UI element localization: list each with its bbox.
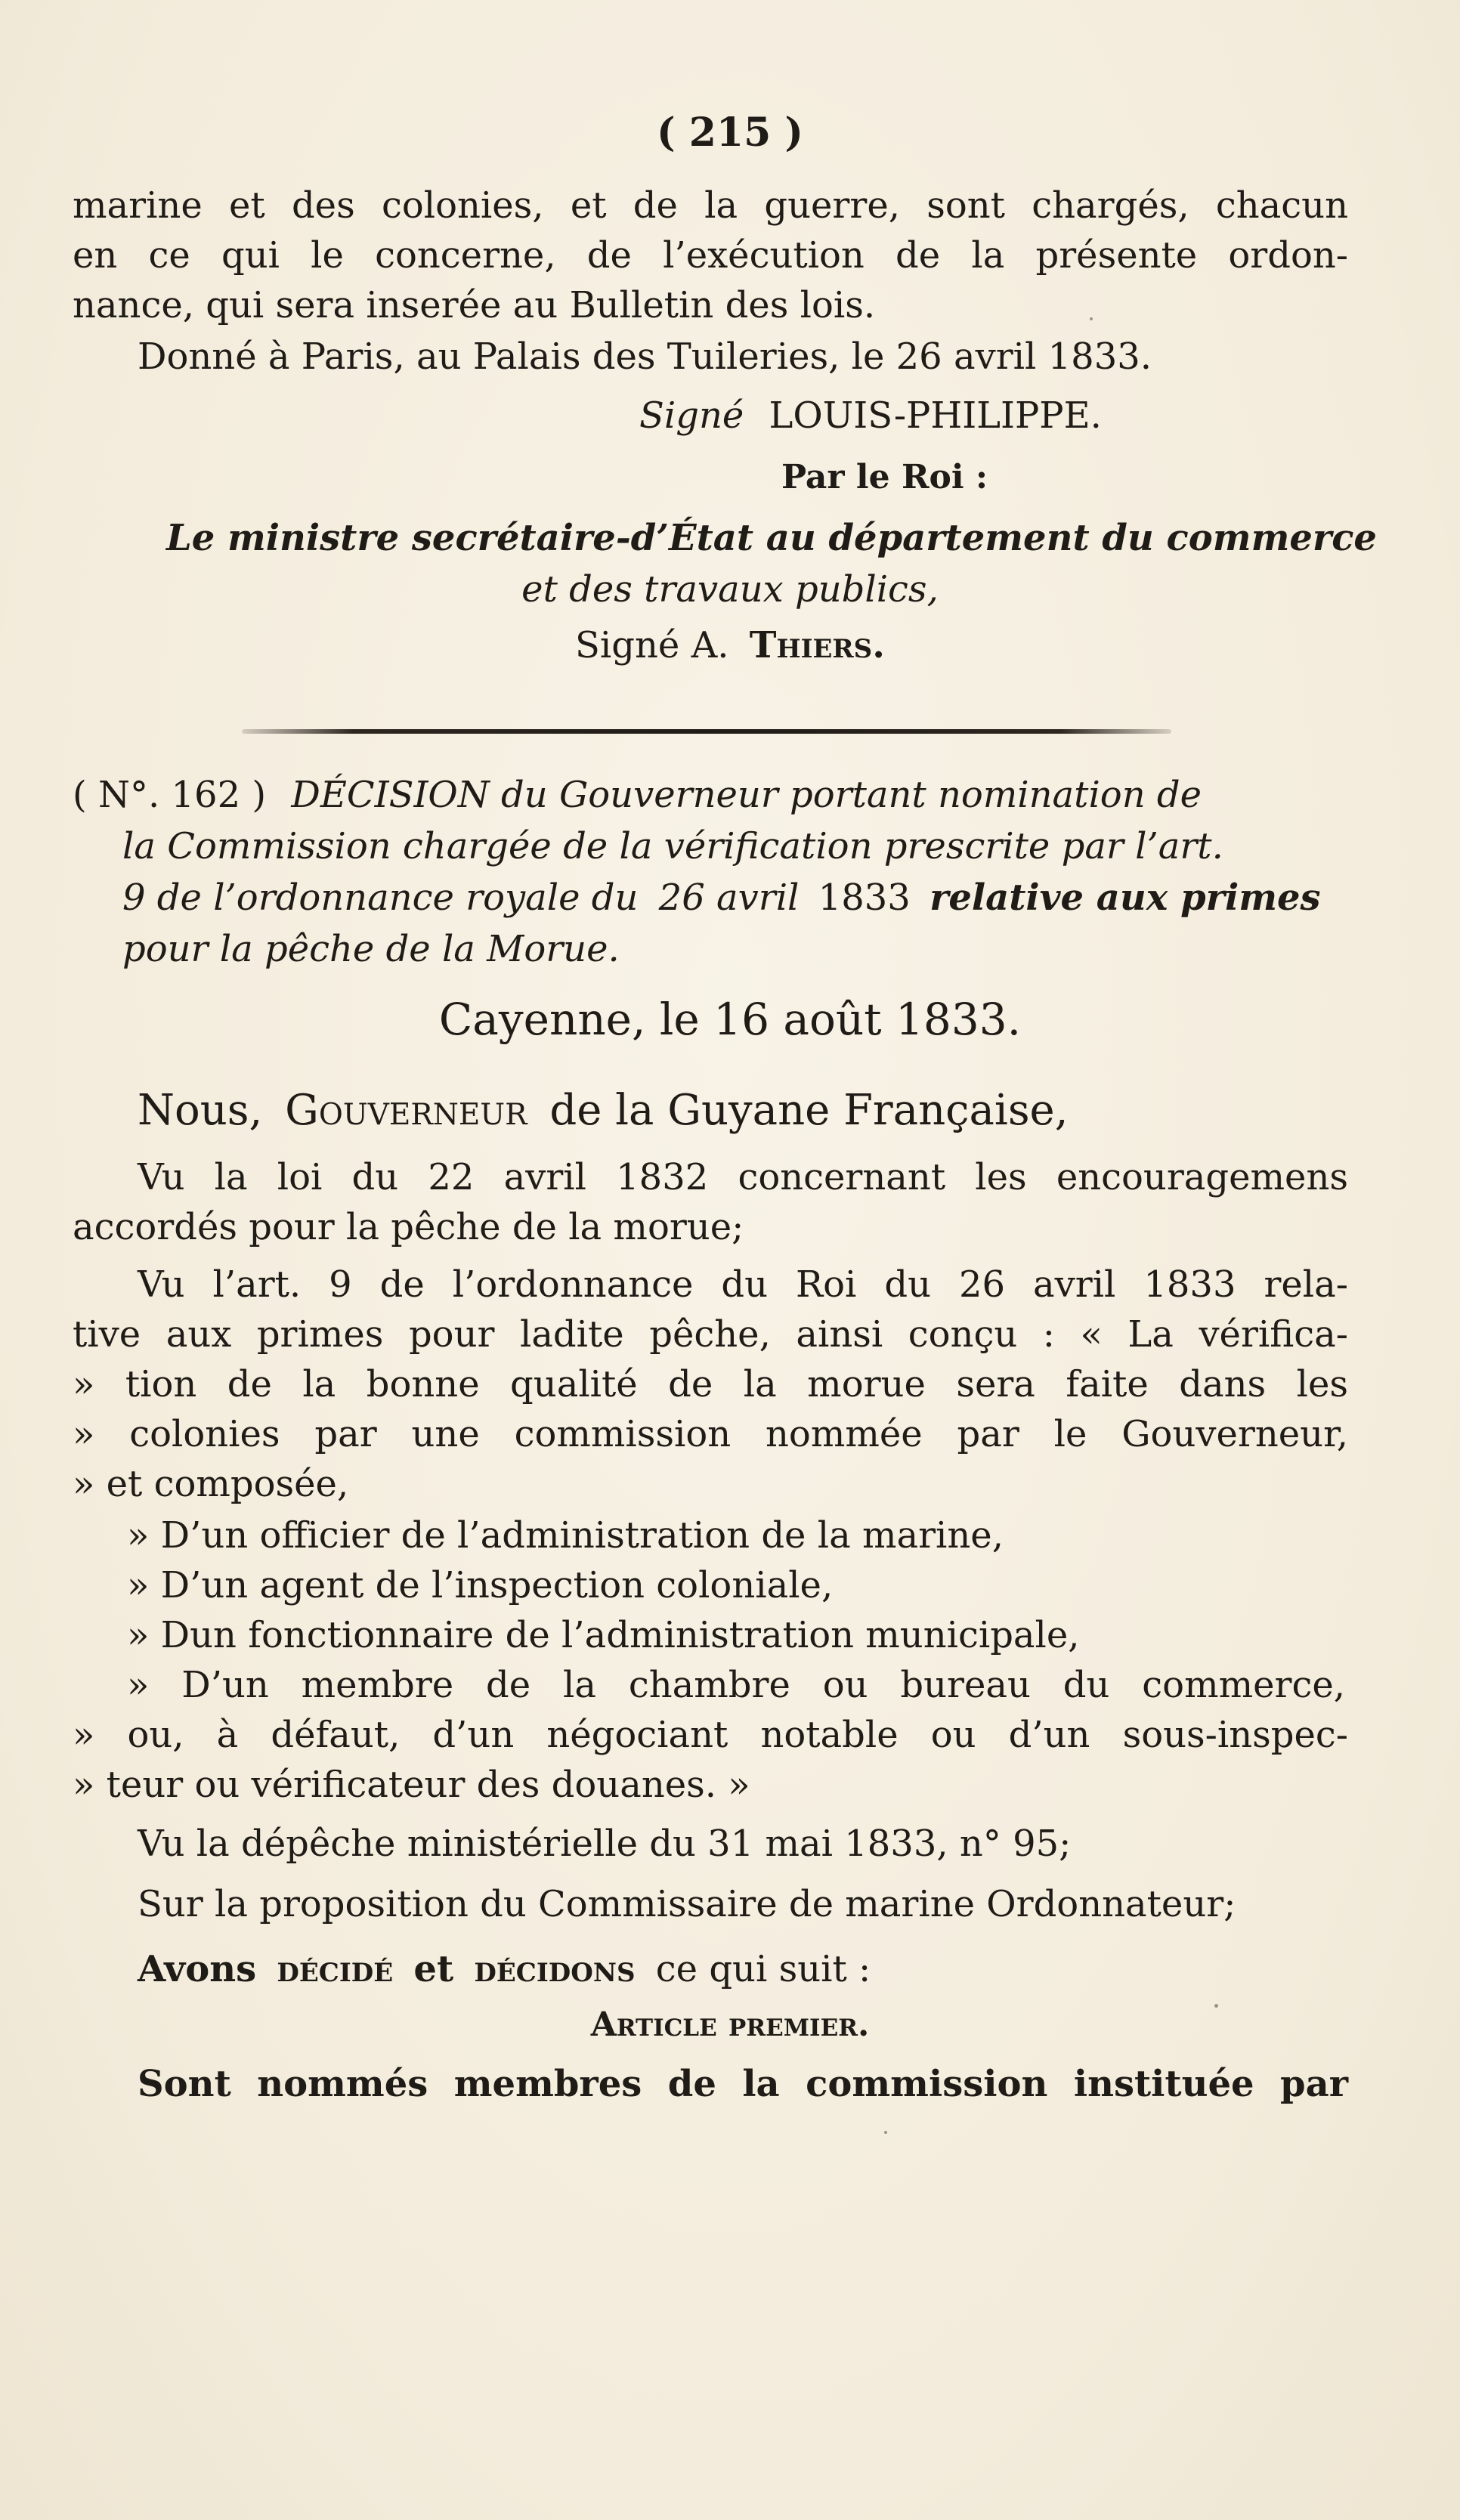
decision-title-part2: relative aux primes — [930, 877, 1321, 919]
dated-line: Donné à Paris, au Palais des Tuileries, le 26 avril 1833. — [138, 335, 1152, 378]
list-item-4-line-1: » D’un membre de la chambre ou bureau du commerce, — [127, 1664, 1345, 1706]
vu-2-line-1: Vu l’art. 9 de l’ordonnance du Roi du 26 avril 1833 rela- — [138, 1263, 1348, 1306]
decision-title: DÉCISION du Gouverneur portant nomination de — [291, 774, 1202, 816]
decision-title-year: 1833 — [818, 877, 911, 919]
place-date: Cayenne, le 16 août 1833. — [438, 994, 1022, 1045]
text-line-1: marine et des colonies, et de la guerre, sont chargés, chacun — [73, 184, 1348, 227]
opening-line — [138, 1086, 1069, 1135]
decide-word: décidé — [277, 1948, 394, 1990]
text-line-2: en ce qui le concerne, de l’exécution de la présente ordon- — [73, 234, 1348, 277]
vu-1-line-1: Vu la loi du 22 avril 1832 concernant les encouragemens — [138, 1156, 1348, 1198]
section-divider — [242, 729, 1171, 734]
decision-header-line-1 — [73, 774, 1351, 816]
decision-title-part1: 9 de l’ordonnance royale du — [122, 877, 639, 919]
signe-name: LOUIS-PHILIPPE. — [769, 394, 1102, 437]
opening-guyane: de la Guyane Française, — [549, 1086, 1069, 1135]
ink-speck-3 — [884, 2131, 887, 2134]
decidons-word: décidons — [474, 1948, 636, 1990]
vu-2-line-3: » tion de la bonne qualité de la morue sera faite dans les — [73, 1363, 1348, 1405]
article-heading: Article premier. — [590, 2005, 870, 2044]
decision-header-line-2: la Commission chargée de la vérification prescrite par l’art. — [122, 825, 1223, 867]
thiers: Thiers. — [749, 624, 885, 666]
opening-nous: Nous, — [138, 1086, 263, 1135]
vu-2-line-5: » et composée, — [73, 1463, 349, 1505]
vu-1-line-2: accordés pour la pêche de la morue; — [73, 1206, 744, 1248]
signature-line-thiers — [0, 624, 1460, 666]
ink-speck-2 — [1214, 2004, 1218, 2008]
sur-line: Sur la proposition du Commissaire de marine Ordonnateur; — [138, 1883, 1236, 1925]
decision-title-date1: 26 avril — [658, 877, 800, 919]
vu-2-line-4: » colonies par une commission nommée par le Gouverneur, — [73, 1413, 1348, 1455]
par-le-roi: Par le Roi : — [781, 458, 988, 496]
list-item-4-line-3: » teur ou vérificateur des douanes. » — [73, 1764, 750, 1806]
text-line-3: nance, qui sera inserée au Bulletin des lois. — [73, 284, 876, 326]
vu-3-line: Vu la dépêche ministérielle du 31 mai 1833, n° 95; — [138, 1823, 1072, 1865]
list-item-2: » D’un agent de l’inspection coloniale, — [127, 1564, 834, 1606]
ink-speck-1 — [1090, 317, 1093, 320]
avons-word: Avons — [138, 1948, 257, 1990]
decision-number: ( N°. 162 ) — [73, 774, 267, 816]
vu-2-line-2: tive aux primes pour ladite pêche, ainsi conçu : « La vérifica- — [73, 1313, 1348, 1356]
signature-line-louis — [639, 394, 1102, 437]
last-line: Sont nommés membres de la commission instituée par — [138, 2063, 1348, 2105]
signe-label: Signé — [639, 394, 744, 437]
and-word: et — [413, 1948, 454, 1990]
avons-line — [138, 1948, 871, 1990]
signe-a: Signé A. — [575, 624, 729, 666]
decision-header-line-4: pour la pêche de la Morue. — [122, 928, 620, 970]
decision-header-line-3 — [122, 877, 1348, 919]
list-item-3: » Dun fonctionnaire de l’administration municipale, — [127, 1614, 1080, 1656]
list-item-4-line-2: » ou, à défaut, d’un négociant notable ou d’un sous-inspec- — [73, 1714, 1348, 1756]
suit-text: ce qui suit : — [655, 1948, 871, 1990]
minister-title-cont: et des travaux publics, — [521, 568, 939, 611]
minister-title: Le ministre secrétaire-d’État au département du commerce — [166, 517, 1377, 559]
list-item-1: » D’un officier de l’administration de la marine, — [127, 1514, 1004, 1557]
page-number: ( 215 ) — [657, 110, 803, 156]
opening-gouverneur: Gouverneur — [285, 1086, 527, 1135]
